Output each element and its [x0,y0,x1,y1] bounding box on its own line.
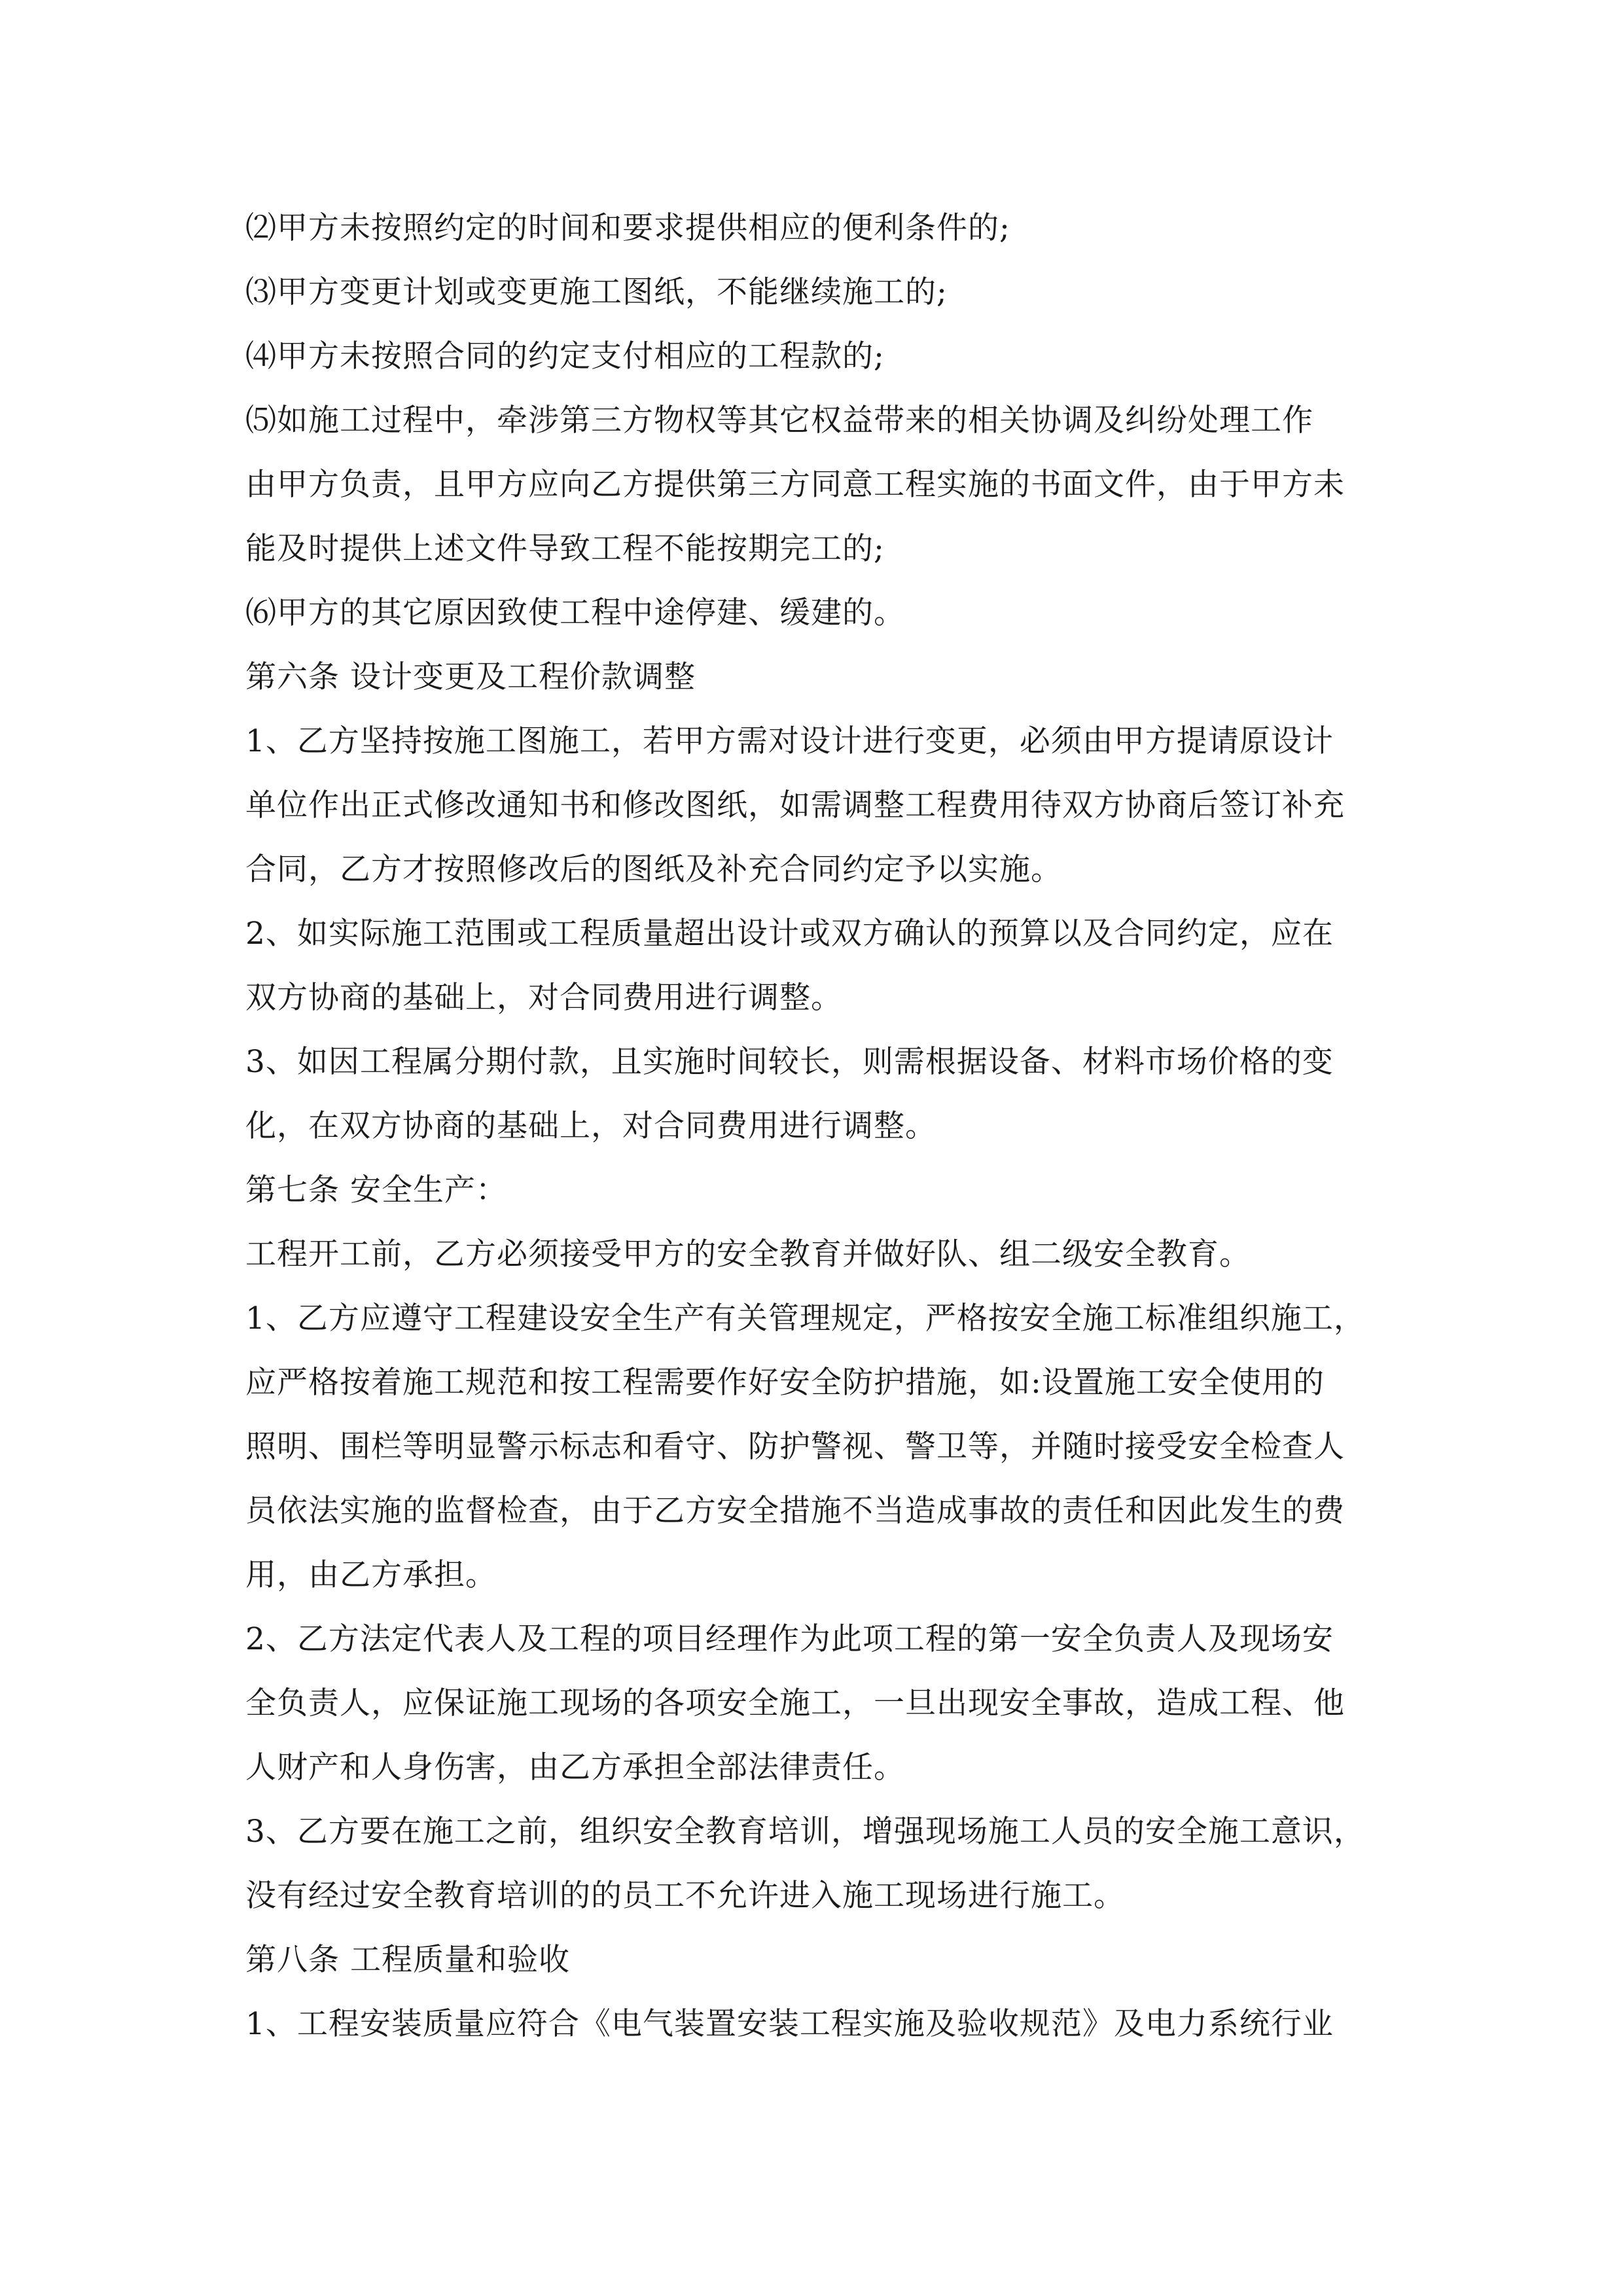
text-line: ⑸如施工过程中，牵涉第三方物权等其它权益带来的相关协调及纠纷处理工作 [245,403,1313,439]
section-heading: 第八条 工程质量和验收 [245,1942,570,1978]
text-line: 1、工程安装质量应符合《电气装置安装工程实施及验收规范》及电力系统行业 [245,2006,1334,2042]
text-line: 工程开工前，乙方必须接受甲方的安全教育并做好队、组二级安全教育。 [245,1236,1251,1272]
contract-text [245,196,1384,2056]
text-line: 化，在双方协商的基础上，对合同费用进行调整。 [245,1108,936,1144]
text-line: 单位作出正式修改通知书和修改图纸，如需调整工程费用待双方协商后签订补充 [245,787,1345,823]
text-line: 没有经过安全教育培训的的员工不允许进入施工现场进行施工。 [245,1878,1125,1914]
text-line: 用，由乙方承担。 [245,1557,497,1593]
text-line: 1、乙方应遵守工程建设安全生产有关管理规定，严格按安全施工标准组织施工， [245,1300,1365,1336]
text-line: ⑷甲方未按照合同的约定支付相应的工程款的; [245,338,885,374]
text-line: ⑶甲方变更计划或变更施工图纸，不能继续施工的; [245,274,948,310]
text-line: 3、如因工程属分期付款，且实施时间较长，则需根据设备、材料市场价格的变 [245,1044,1334,1080]
text-line: 全负责人，应保证施工现场的各项安全施工，一旦出现安全事故，造成工程、他 [245,1685,1345,1721]
text-line: 员依法实施的监督检查，由于乙方安全措施不当造成事故的责任和因此发生的费 [245,1493,1345,1529]
text-line: 双方协商的基础上，对合同费用进行调整。 [245,980,842,1016]
section-heading: 第六条 设计变更及工程价款调整 [245,659,696,695]
text-line: ⑵甲方未按照约定的时间和要求提供相应的便利条件的; [245,210,1010,246]
text-line: 能及时提供上述文件导致工程不能按期完工的; [245,531,885,567]
text-line: 照明、围栏等明显警示标志和看守、防护警视、警卫等，并随时接受安全检查人 [245,1429,1345,1465]
text-line: 人财产和人身伤害，由乙方承担全部法律责任。 [245,1749,905,1785]
text-line: 1、乙方坚持按施工图施工，若甲方需对设计进行变更，必须由甲方提请原设计 [245,723,1334,759]
text-line: 3、乙方要在施工之前，组织安全教育培训，增强现场施工人员的安全施工意识， [245,1814,1365,1850]
section-heading: 第七条 安全生产： [245,1172,507,1208]
text-line: 应严格按着施工规范和按工程需要作好安全防护措施，如:设置施工安全使用的 [245,1365,1325,1401]
text-line: 2、如实际施工范围或工程质量超出设计或双方确认的预算以及合同约定，应在 [245,916,1334,952]
text-line: 由甲方负责，且甲方应向乙方提供第三方同意工程实施的书面文件，由于甲方未 [245,467,1345,503]
text-line: 2、乙方法定代表人及工程的项目经理作为此项工程的第一安全负责人及现场安 [245,1621,1334,1657]
text-line: 合同，乙方才按照修改后的图纸及补充合同约定予以实施。 [245,852,1062,888]
text-line: ⑹甲方的其它原因致使工程中途停建、缓建的。 [245,595,905,631]
